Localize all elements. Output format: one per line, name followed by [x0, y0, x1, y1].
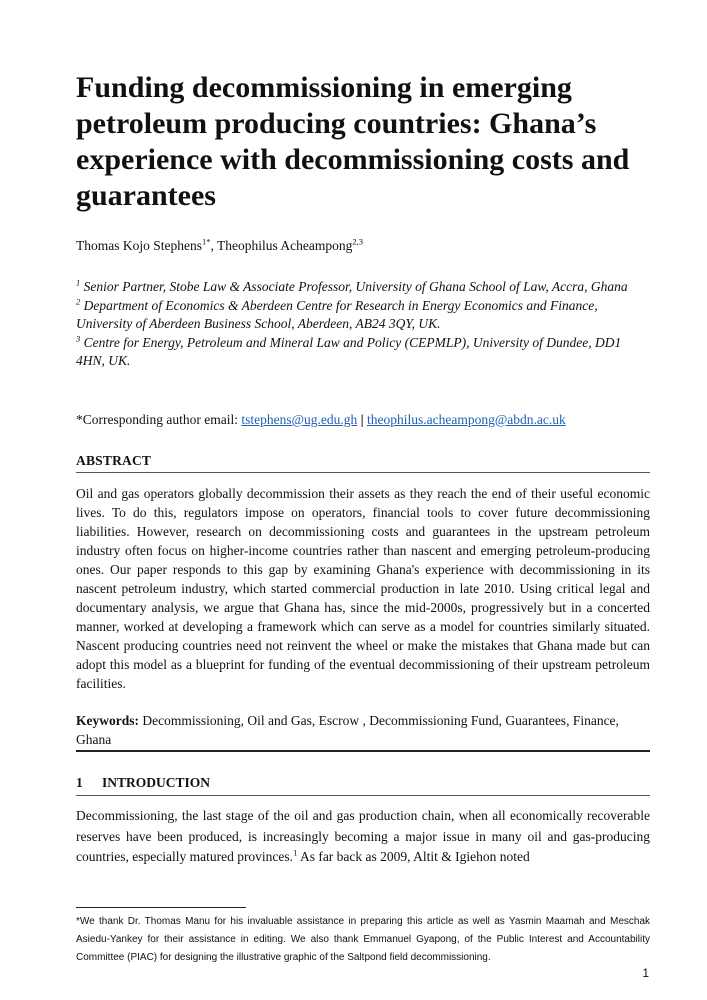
- intro-text-continued: As far back as 2009, Altit & Igiehon noted: [297, 849, 530, 864]
- section-heading: [76, 775, 210, 791]
- author-separator: ,: [210, 238, 218, 253]
- author-line: [76, 236, 656, 256]
- affiliations: [76, 278, 636, 371]
- intro-text: Decommissioning, the last stage of the oil and gas production chain, when all economically recoverable reserves have been produced, is increasingly becoming a major issue in many oil and gas-producing countries, especially matured provinces.: [76, 808, 650, 864]
- page-number: 1: [642, 966, 649, 980]
- paper-title: Funding decommissioning in emerging petroleum producing countries: Ghana’s experience with decommissioning costs and guarantees: [76, 71, 630, 212]
- author-name: Theophilus Acheampong: [217, 238, 353, 253]
- email-separator: |: [360, 412, 364, 427]
- keywords: [76, 711, 650, 749]
- footnote-rule: [76, 907, 246, 908]
- section-number: 1: [76, 775, 83, 790]
- affiliation-2: [76, 297, 636, 334]
- author-superscript: 2,3: [352, 236, 363, 247]
- affiliation-number: 3: [76, 333, 81, 343]
- introduction-body: [76, 806, 650, 868]
- abstract-heading: ABSTRACT: [76, 453, 152, 468]
- affiliation-text: Centre for Energy, Petroleum and Mineral Law and Policy (CEPMLP), University of Dundee, DD1 4HN, UK.: [76, 334, 622, 368]
- affiliation-number: 1: [76, 277, 81, 288]
- author-superscript: 1*: [202, 236, 211, 247]
- affiliation-text: Senior Partner, Stobe Law & Associate Professor, University of Ghana School of Law, Accra, Ghana: [83, 279, 628, 294]
- affiliation-1: [76, 278, 636, 297]
- section-rule: [76, 795, 650, 796]
- author-name: Thomas Kojo Stephens: [76, 238, 202, 253]
- keywords-label: Keywords:: [76, 713, 139, 728]
- keywords-list: Decommissioning, Oil and Gas, Escrow , Decommissioning Fund, Guarantees, Finance, Ghana: [76, 713, 619, 747]
- footnote-reference[interactable]: 1: [293, 847, 298, 858]
- abstract-bottom-rule: [76, 750, 650, 752]
- corresponding-label: *Corresponding author email:: [76, 412, 242, 427]
- abstract-top-rule: [76, 472, 650, 473]
- corresponding-author: [76, 410, 656, 430]
- affiliation-text: Department of Economics & Aberdeen Centre for Research in Energy Economics and Finance, University of Aberdeen Business School, Aberdeen, AB24 3QY, UK.: [76, 297, 598, 331]
- affiliation-3: [76, 334, 636, 371]
- section-title: INTRODUCTION: [102, 775, 211, 790]
- email-link-acheampong[interactable]: theophilus.acheampong@abdn.ac.uk: [367, 412, 566, 427]
- abstract-body: Oil and gas operators globally decommission their assets as they reach the end of their useful economic lives. To do this, regulators impose on operators, financial tools to cover future decommissioning liabilities. However, research on decommissioning costs and guarantees in the upstream petroleum industry often focus on higher-income countries rather than nascent and emerging petroleum-producing ones. Our paper responds to this gap by examining Ghana's experience with decommissioning in its nascent petroleum industry, which started commercial production in late 2010. Using critical legal and documentary analysis, we argue that Ghana has, since the mid-2000s, progressively but in a concerted manner, worked at developing a framework which can serve as a model for countries similarly situated. Nascent producing countries need not reinvent the wheel or make the mistakes that Ghana made but can adopt this model as a blueprint for funding of the eventual decommissioning of their upstream petroleum facilities.: [76, 486, 650, 691]
- email-link-stephens[interactable]: tstephens@ug.edu.gh: [241, 412, 358, 427]
- affiliation-number: 2: [76, 296, 81, 306]
- footnote: *We thank Dr. Thomas Manu for his invaluable assistance in preparing this article as well as Yasmin Maamah and Meschak Asiedu-Yankey for their assistance in editing. We also thank Emmanuel Gyapong, of the Public Interest and Accountability Committee (PIAC) for designing the illustrative graphic of the Saltpond field decommissioning.: [76, 916, 650, 963]
